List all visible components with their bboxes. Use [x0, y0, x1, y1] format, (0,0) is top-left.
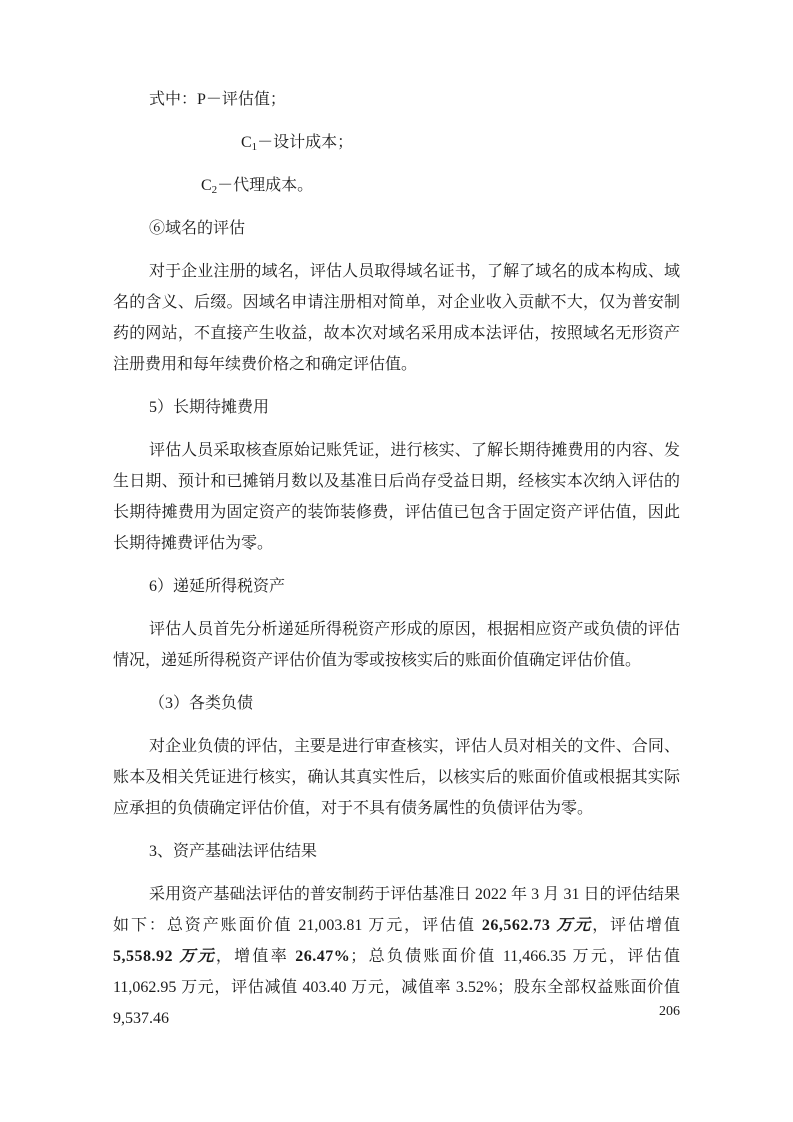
- formula-symbol: C: [201, 177, 212, 194]
- heading-deferred-tax-assets: 6）递延所得税资产: [149, 578, 286, 595]
- heading-domain-valuation: ⑥域名的评估: [149, 220, 246, 237]
- subscript: 1: [251, 141, 258, 153]
- formula-definition: －代理成本。: [217, 177, 314, 194]
- heading-liabilities: （3）各类负债: [149, 695, 254, 712]
- result-total-assets-appraised-value: 26,562.73: [481, 917, 551, 934]
- heading-asset-basis-result: 3、资产基础法评估结果: [149, 843, 318, 860]
- result-text: ；总负债账面价值 11,466.35 万元，评估值 11,062.95 万元，评估减值 403.40 万元，减值率 3.52%；股东全部权益账面价值 9,537.46: [113, 948, 680, 1027]
- formula-legend-c1: [113, 127, 680, 158]
- subscript: 2: [211, 184, 218, 196]
- formula-legend-c2: [113, 170, 680, 201]
- result-unit: 万元: [173, 948, 216, 965]
- formula-symbol: C: [241, 134, 252, 151]
- paragraph-longterm-prepaid-expenses: 评估人员采取核查原始记账凭证，进行核实、了解长期待摊费用的内容、发生日期、预计和已摊销月数以及基准日后尚存受益日期，经核实本次纳入评估的长期待摊费用为固定资产的装饰装修费，评估值已包含于固定资产评估值，因此长期待摊费评估为零。: [113, 442, 680, 552]
- paragraph-liabilities: 对企业负债的评估，主要是进行审查核实，评估人员对相关的文件、合同、账本及相关凭证进行核实，确认其真实性后，以核实后的账面价值或根据其实际应承担的负债确定评估价值，对于不具有债务属性的负债评估为零。: [113, 738, 680, 817]
- heading-longterm-prepaid-expenses: 5）长期待摊费用: [149, 399, 270, 416]
- result-text: ，评估增值: [592, 917, 680, 934]
- formula-definition: －设计成本；: [257, 134, 354, 151]
- paragraph-asset-basis-result: [113, 879, 680, 1034]
- result-text: ，增值率: [215, 948, 296, 965]
- formula-legend-intro: 式中：P－评估值；: [149, 91, 286, 108]
- paragraph-deferred-tax-assets: 评估人员首先分析递延所得税资产形成的原因，根据相应资产或负债的评估情况，递延所得税资产评估价值为零或按核实后的账面价值确定评估价值。: [113, 621, 680, 669]
- page-content: [113, 84, 680, 1046]
- page-number: 206: [659, 1004, 680, 1019]
- paragraph-domain-valuation: 对于企业注册的域名，评估人员取得域名证书，了解了域名的成本构成、域名的含义、后缀。因域名申请注册相对简单，对企业收入贡献不大，仅为普安制药的网站，不直接产生收益，故本次对域名采用成本法评估，按照域名无形资产注册费用和每年续费价格之和确定评估值。: [113, 263, 680, 373]
- result-appreciation-value: 5,558.92: [113, 948, 173, 965]
- result-unit: 万元: [550, 917, 593, 934]
- result-text: 采用资产基础法评估的普安制药于评估基准日 2022 年 3 月 31 日的评估结果如下：总资产账面价值 21,003.81 万元，评估值: [113, 886, 680, 934]
- result-appreciation-rate: 26.47%: [295, 948, 351, 965]
